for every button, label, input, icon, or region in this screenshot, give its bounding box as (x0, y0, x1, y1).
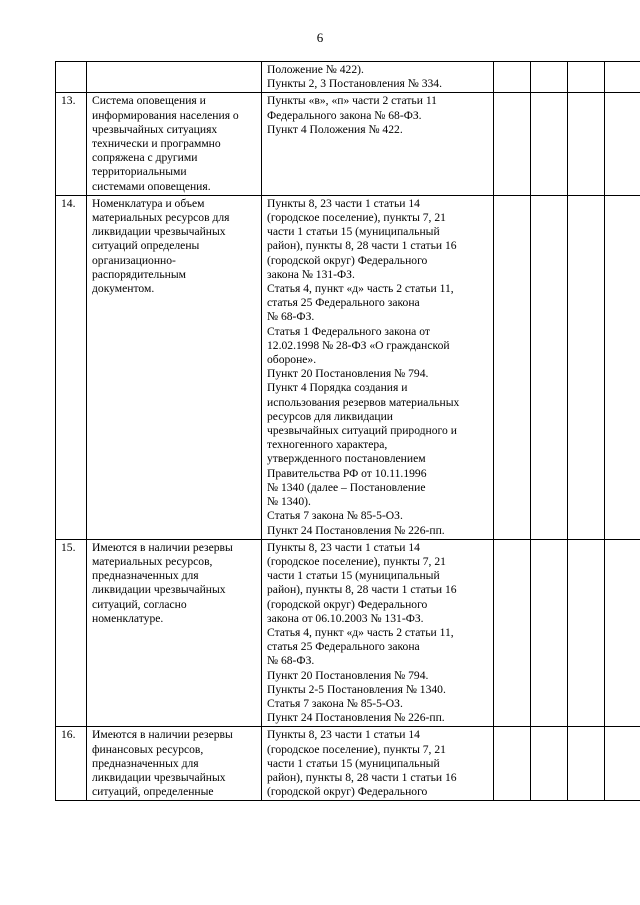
requirement-line: технически и программно (92, 137, 221, 151)
answer-cell (605, 539, 640, 727)
requirements-table (55, 61, 640, 801)
legal-basis-line: утвержденного постановлением (267, 452, 426, 466)
legal-basis-line: Пункт 24 Постановления № 226-пп. (267, 711, 445, 725)
requirement-cell (87, 539, 262, 727)
requirement-line: чрезвычайных ситуациях (92, 122, 218, 136)
legal-basis-line: № 68-ФЗ. (267, 310, 315, 324)
answer-cell (494, 539, 531, 727)
answer-cell (531, 539, 568, 727)
legal-basis-line: Пункты 2, 3 Постановления № 334. (267, 77, 442, 91)
legal-basis-line: район), пункты 8, 28 части 1 статьи 16 (267, 583, 457, 597)
table-row (56, 727, 640, 801)
legal-basis-line: использования резервов материальных (267, 395, 460, 409)
legal-basis-line: (городской округ) Федерального (267, 785, 428, 799)
legal-basis-line: обороне». (267, 353, 317, 367)
answer-cell (494, 62, 531, 93)
requirement-line: предназначенных для (92, 569, 199, 583)
legal-basis-line: части 1 статьи 15 (муниципальный (267, 225, 440, 239)
legal-basis-line: ресурсов для ликвидации (267, 409, 394, 423)
legal-basis-line: статья 25 Федерального закона (267, 640, 420, 654)
legal-basis-line: Федерального закона № 68-ФЗ. (267, 108, 422, 122)
legal-basis-line: Пункт 4 Положения № 422. (267, 122, 403, 136)
requirement-cell (87, 93, 262, 195)
legal-basis-line: Пункт 24 Постановления № 226-пп. (267, 523, 445, 537)
answer-cell (494, 727, 531, 801)
legal-basis-line: № 1340 (далее – Постановление (267, 480, 426, 494)
answer-cell (605, 727, 640, 801)
requirement-line: материальных ресурсов, (92, 554, 213, 568)
legal-basis-line: Правительства РФ от 10.11.1996 (267, 466, 427, 480)
legal-basis-line: закона № 131-ФЗ. (267, 267, 355, 281)
legal-basis-line: Положение № 422). (267, 63, 364, 76)
answer-cell (494, 93, 531, 195)
legal-basis-line: Пункты 8, 23 части 1 статьи 14 (267, 196, 420, 210)
row-number (56, 62, 87, 93)
table-body (56, 62, 640, 801)
answer-cell (531, 195, 568, 539)
requirement-line: финансовых ресурсов, (92, 742, 204, 756)
legal-basis-line: Статья 4, пункт «д» часть 2 статьи 11, (267, 282, 454, 296)
legal-basis-cell (262, 195, 494, 539)
row-number: 14. (56, 195, 87, 539)
legal-basis-line: Пункты «в», «п» части 2 статьи 11 (267, 94, 437, 108)
requirement-line: Имеются в наличии резервы (92, 540, 233, 554)
answer-cell (531, 62, 568, 93)
requirement-line: ликвидации чрезвычайных (92, 225, 226, 239)
requirement-line: ликвидации чрезвычайных (92, 770, 226, 784)
answer-cell (605, 93, 640, 195)
page-number: 6 (316, 30, 324, 45)
answer-cell (605, 195, 640, 539)
legal-basis-cell (262, 539, 494, 727)
table-row (56, 93, 640, 195)
legal-basis-line: район), пункты 8, 28 части 1 статьи 16 (267, 239, 457, 253)
legal-basis-line: техногенного характера, (267, 438, 388, 452)
legal-basis-line: статья 25 Федерального закона (267, 296, 420, 310)
legal-basis-line: 12.02.1998 № 28-ФЗ «О гражданской (267, 338, 450, 352)
requirement-line: документом. (92, 282, 155, 296)
table-row (56, 539, 640, 727)
legal-basis-line: (городское поселение), пункты 7, 21 (267, 742, 446, 756)
legal-basis-cell (262, 93, 494, 195)
legal-basis-line: № 1340). (267, 495, 311, 509)
row-number: 13. (56, 93, 87, 195)
table-row (56, 62, 640, 93)
table-row (56, 195, 640, 539)
requirement-line: Номенклатура и объем (92, 196, 205, 210)
requirement-line: системами оповещения. (92, 179, 211, 193)
answer-cell (531, 93, 568, 195)
requirement-line: ситуаций, согласно (92, 597, 187, 611)
requirement-line: сопряжена с другими (92, 151, 198, 165)
legal-basis-line: Пункт 20 Постановления № 794. (267, 367, 429, 381)
legal-basis-line: части 1 статьи 15 (муниципальный (267, 569, 440, 583)
legal-basis-line: закона от 06.10.2003 № 131-ФЗ. (267, 611, 424, 625)
legal-basis-line: (городской округ) Федерального (267, 253, 428, 267)
legal-basis-line: чрезвычайных ситуаций природного и (267, 424, 457, 438)
row-number: 15. (56, 539, 87, 727)
answer-cell (531, 727, 568, 801)
answer-cell (568, 727, 605, 801)
requirement-line: ликвидации чрезвычайных (92, 583, 226, 597)
legal-basis-line: Пункты 2-5 Постановления № 1340. (267, 682, 446, 696)
requirement-cell (87, 62, 262, 93)
legal-basis-line: Пункт 4 Порядка создания и (267, 381, 408, 395)
legal-basis-cell (262, 62, 494, 93)
legal-basis-line: Статья 1 Федерального закона от (267, 324, 430, 338)
requirement-line: распорядительным (92, 267, 186, 281)
legal-basis-line: (городское поселение), пункты 7, 21 (267, 211, 446, 225)
requirement-cell (87, 727, 262, 801)
answer-cell (568, 93, 605, 195)
legal-basis-line: Статья 7 закона № 85-5-ОЗ. (267, 696, 403, 710)
requirement-line: организационно- (92, 253, 176, 267)
requirement-line: Имеются в наличии резервы (92, 728, 233, 742)
legal-basis-line: Статья 4, пункт «д» часть 2 статьи 11, (267, 625, 454, 639)
answer-cell (568, 539, 605, 727)
answer-cell (494, 195, 531, 539)
requirement-line: информирования населения о (92, 108, 239, 122)
answer-cell (568, 62, 605, 93)
legal-basis-line: части 1 статьи 15 (муниципальный (267, 756, 440, 770)
requirement-line: территориальными (92, 165, 187, 179)
requirement-line: предназначенных для (92, 756, 199, 770)
requirement-line: Система оповещения и (92, 94, 206, 108)
legal-basis-cell (262, 727, 494, 801)
legal-basis-line: Статья 7 закона № 85-5-ОЗ. (267, 509, 403, 523)
legal-basis-line: № 68-ФЗ. (267, 654, 315, 668)
legal-basis-line: (городской округ) Федерального (267, 597, 428, 611)
legal-basis-line: (городское поселение), пункты 7, 21 (267, 554, 446, 568)
requirement-cell (87, 195, 262, 539)
requirement-line: ситуаций, определенные (92, 785, 214, 799)
requirement-line: номенклатуре. (92, 611, 164, 625)
legal-basis-line: Пункты 8, 23 части 1 статьи 14 (267, 540, 420, 554)
requirement-line: ситуаций определены (92, 239, 200, 253)
legal-basis-line: Пункты 8, 23 части 1 статьи 14 (267, 728, 420, 742)
row-number: 16. (56, 727, 87, 801)
requirement-line: материальных ресурсов для (92, 211, 230, 225)
answer-cell (605, 62, 640, 93)
legal-basis-line: Пункт 20 Постановления № 794. (267, 668, 429, 682)
answer-cell (568, 195, 605, 539)
legal-basis-line: район), пункты 8, 28 части 1 статьи 16 (267, 770, 457, 784)
